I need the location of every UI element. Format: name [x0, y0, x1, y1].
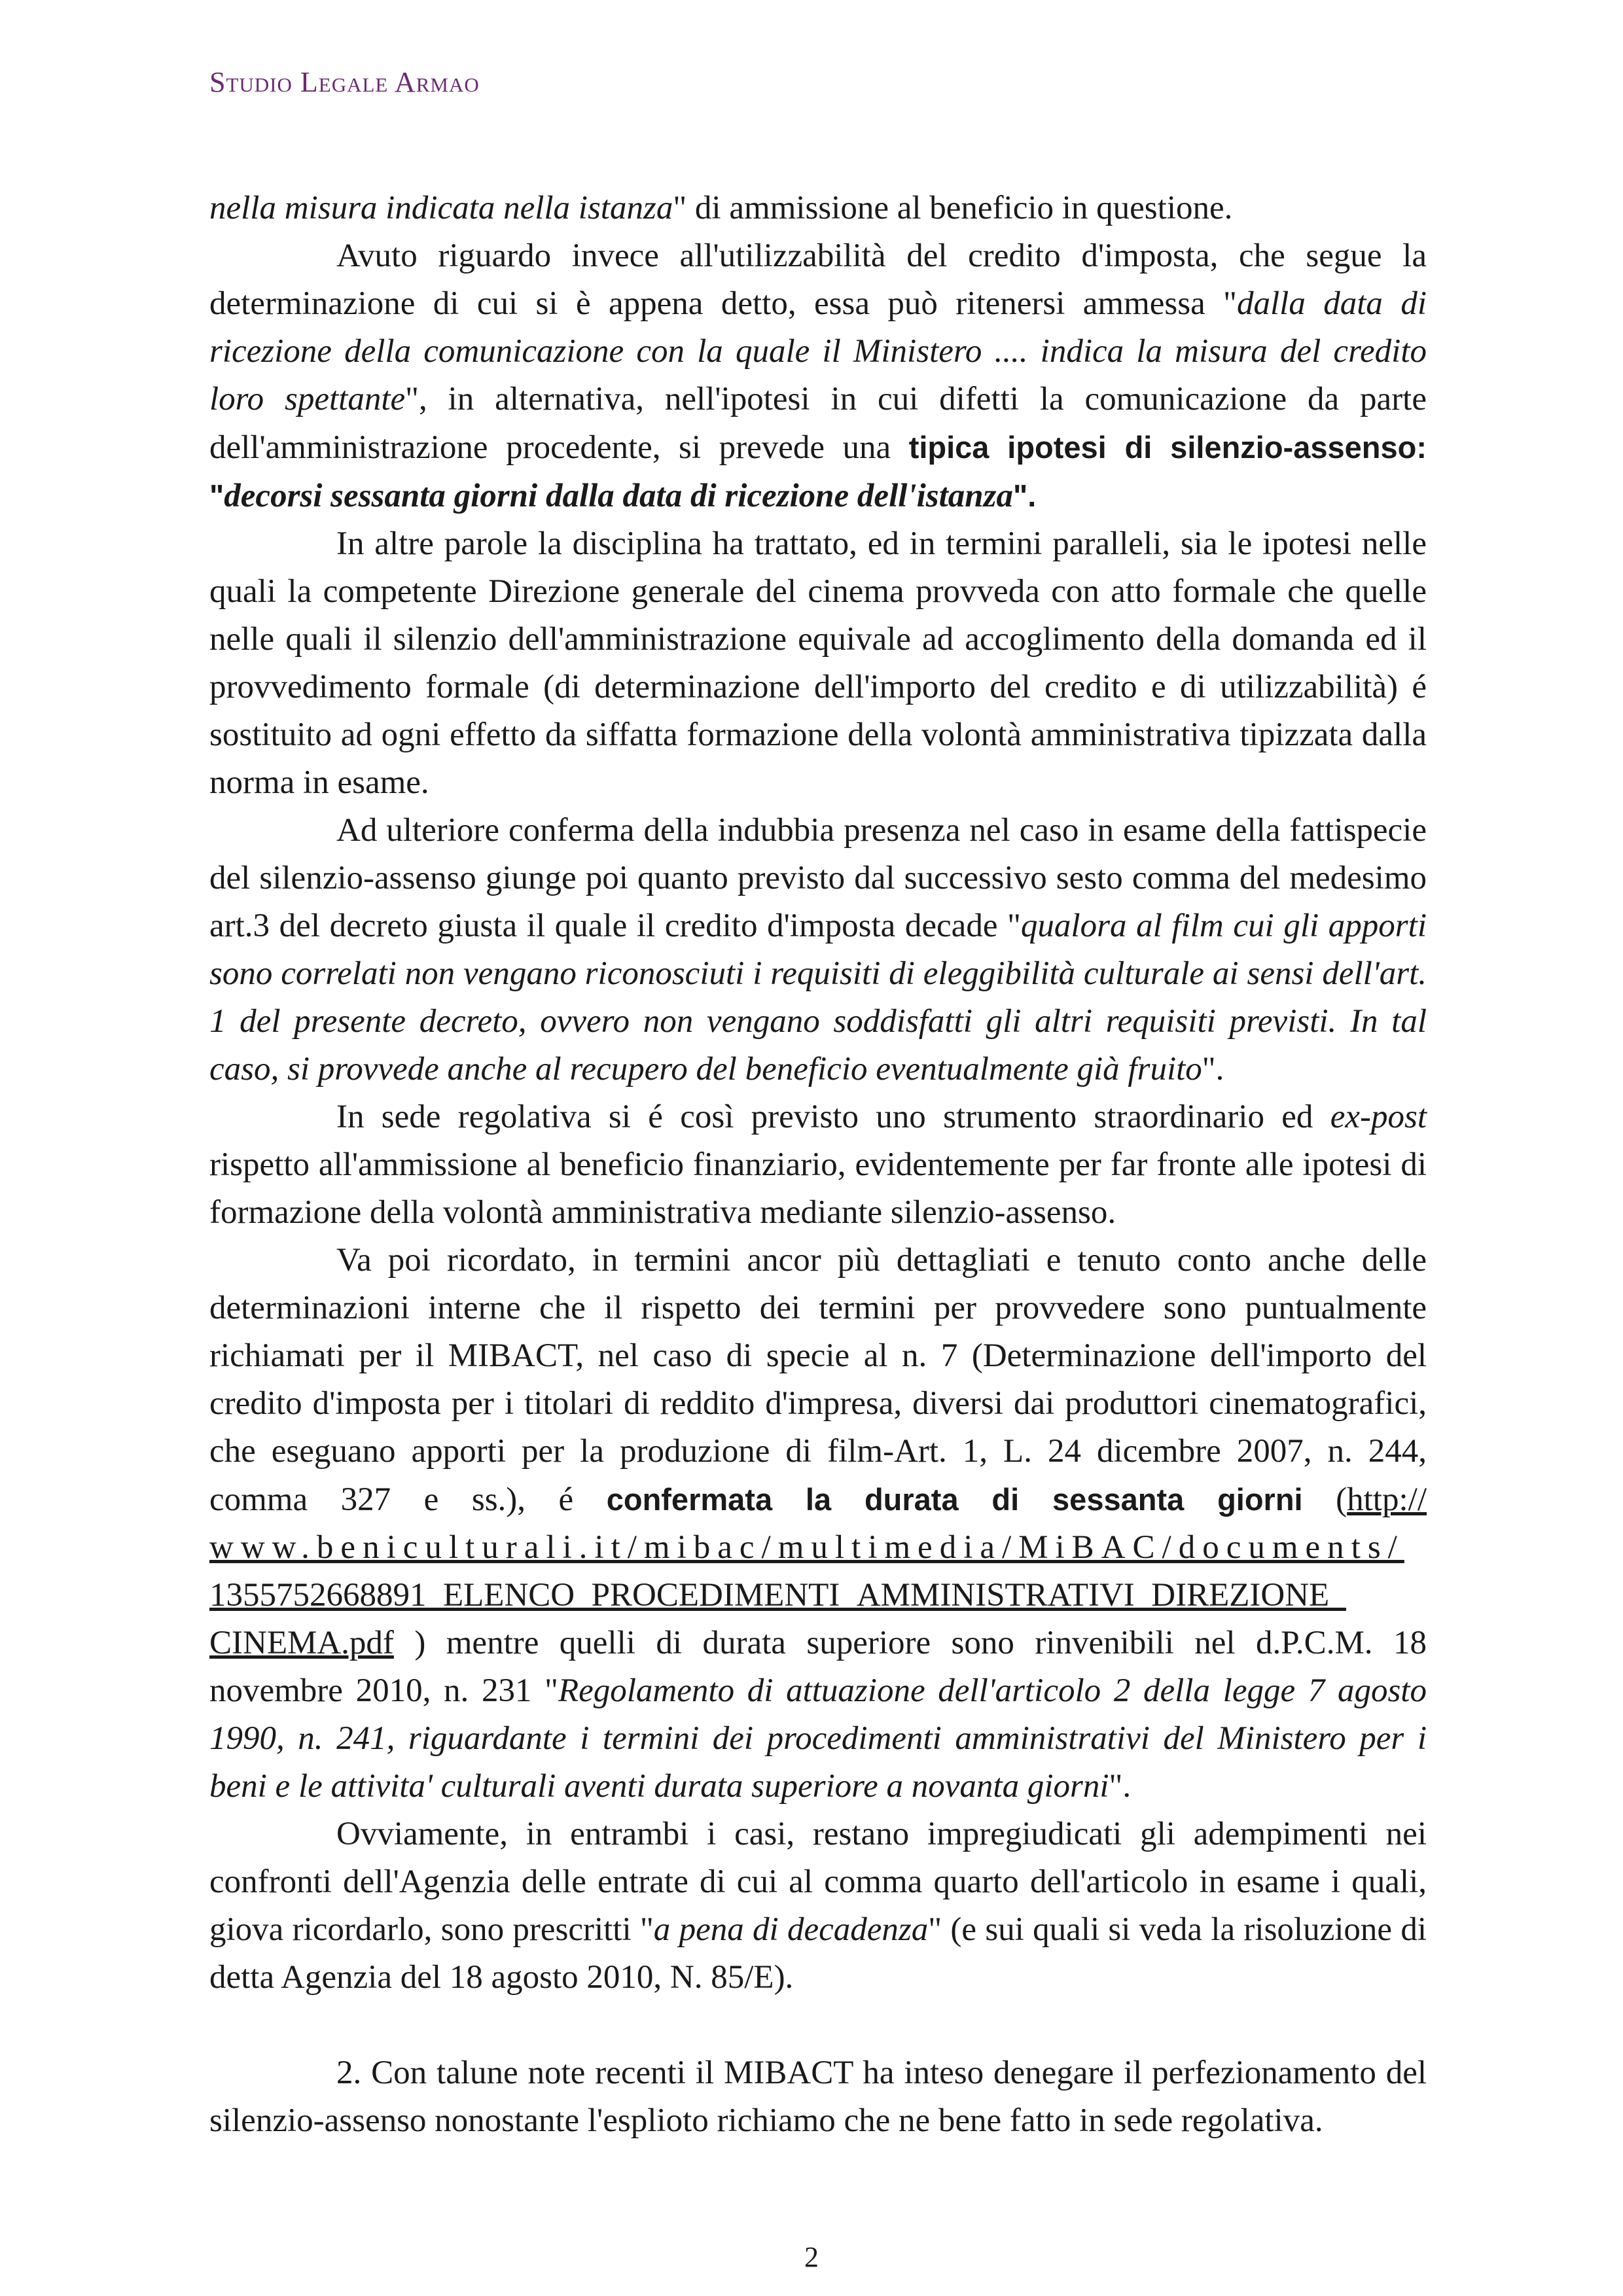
- paragraph-2: [209, 232, 1427, 520]
- text: rispetto all'ammissione al beneficio finanziario, evidentemente per far fronte alle ipotesi di formazione della volontà amministrativa mediante silenzio-assenso.: [209, 1146, 1427, 1231]
- quote-pena-decadenza: a pena di decadenza: [653, 1911, 929, 1948]
- paragraph-6: [209, 1237, 1427, 1810]
- bold-silenzio-assenso: tipica ipotesi di silenzio-assenso: [908, 430, 1417, 465]
- text: ".: [1109, 1768, 1132, 1805]
- bold-durata: confermata la durata di sessanta giorni: [606, 1482, 1303, 1517]
- text: Ad ulteriore conferma della indubbia presenza nel caso in esame della fattispecie del silenzio-assenso giunge poi quanto previsto dal successivo sesto comma del medesimo art.3 del decreto giusta il quale il credito d'imposta decade ": [209, 812, 1427, 944]
- text: Va poi ricordato, in termini ancor più dettagliati e tenuto conto anche delle determinazioni interne che il rispetto dei termini per provvedere sono puntualmente richiamati per il MIBACT, nel caso di specie al n. 7 (Determinazione dell'importo del credito d'imposta per i titolari di reddito d'impresa, diversi dai produttori cinematografici, che eseguano apporti per la produzione di film-Art. 1, L. 24 dicembre 2007, n. 244, comma 327 e ss.), é: [209, 1242, 1427, 1518]
- firm-header: Studio Legale Armao: [209, 66, 480, 98]
- bold-punct-end: ".: [1012, 478, 1037, 513]
- paragraph-3: [209, 520, 1427, 807]
- paragraph-7: [209, 1810, 1427, 2002]
- text: ) mentre quelli di durata superiore sono rinvenibili nel d.P.C.M. 18 novembre 2010, n. 231 ": [209, 1625, 1427, 1709]
- bold-italic-quote: [224, 478, 1013, 514]
- link-part: 1355752668891_ELENCO_PROCEDIMENTI_AMMINISTRATIVI_DIREZIONE_: [209, 1577, 1346, 1614]
- text: ", in alternativa, nell'ipotesi in cui difetti la comunicazione da parte dell'amministrazione procedente, si prevede una: [209, 381, 1427, 466]
- link-part: CINEMA.pdf: [209, 1625, 394, 1661]
- paragraph-8: [209, 2049, 1427, 2145]
- quote-decadenza-credito: qualora al film cui gli apporti sono correlati non vengano riconosciuti i requisiti di eleggibilità culturale ai sensi dell'art. 1 del presente decreto, ovvero non vengano soddisfatti gli altri requisiti previsti. In tal caso, si provvede anche al recupero del beneficio eventualmente già fruito: [209, 908, 1427, 1087]
- text: ".: [1202, 1051, 1224, 1087]
- paragraph-1: [209, 185, 1427, 232]
- text: Avuto riguardo invece all'utilizzabilità del credito d'imposta, che segue la determinazione di cui si è appena detto, essa può ritenersi ammessa ": [209, 238, 1427, 322]
- text: " di ammissione al beneficio in questione.: [673, 190, 1233, 226]
- text: 2. Con talune note recenti il MIBACT ha inteso denegare il perfezionamento del silenzio-assenso nonostante l'esplioto richiamo che ne bene fatto in sede regolativa.: [209, 2055, 1427, 2139]
- quote-regolamento: Regolamento di attuazione dell'articolo 2 della legge 7 agosto 1990, n. 241, riguardante i termini dei procedimenti amministrativi del Ministero per i beni e le attivita' culturali aventi durata superiore a novanta giorni: [209, 1672, 1427, 1805]
- text: In sede regolativa si é così previsto uno strumento straordinario ed: [336, 1099, 1330, 1135]
- spacer: [209, 2002, 1427, 2049]
- text: Ovviamente, in entrambi i casi, restano impregiudicati gli adempimenti nei confronti dell'Agenzia delle entrate di cui al comma quarto dell'articolo in esame i quali, giova ricordarlo, sono prescritti ": [209, 1816, 1427, 1948]
- paragraph-4: [209, 807, 1427, 1093]
- link-part: http://: [1347, 1481, 1427, 1518]
- quote-istanza: nella misura indicata nella istanza: [209, 190, 673, 226]
- quote-sessanta-giorni: decorsi sessanta giorni dalla data di ricezione dell'istanza: [224, 478, 1013, 514]
- text: (: [1302, 1481, 1347, 1518]
- page-number: 2: [804, 2241, 819, 2273]
- paragraph-5: [209, 1093, 1427, 1237]
- document-body: [209, 185, 1427, 2145]
- bold-punct: : ": [209, 430, 1427, 513]
- ex-post-term: ex-post: [1330, 1099, 1427, 1135]
- text: In altre parole la disciplina ha trattato, ed in termini paralleli, sia le ipotesi nelle quali la competente Direzione generale del cinema provveda con atto formale che quelle nelle quali il silenzio dell'amministrazione equivale ad accoglimento della domanda ed il provvedimento formale (di determinazione dell'importo del credito e di utilizzabilità) é sostituito ad ogni effetto da siffatta formazione della volontà amministrativa tipizzata dalla norma in esame.: [209, 525, 1427, 801]
- quote-ricezione: dalla data di ricezione della comunicazione con la quale il Ministero .... indica la misura del credito loro spettante: [209, 285, 1427, 417]
- text: " (e sui quali si veda la risoluzione di detta Agenzia del 18 agosto 2010, N. 85/E).: [209, 1911, 1427, 1996]
- link-part: www.beniculturali.it/mibac/multimedia/MiBAC/documents/: [209, 1529, 1404, 1566]
